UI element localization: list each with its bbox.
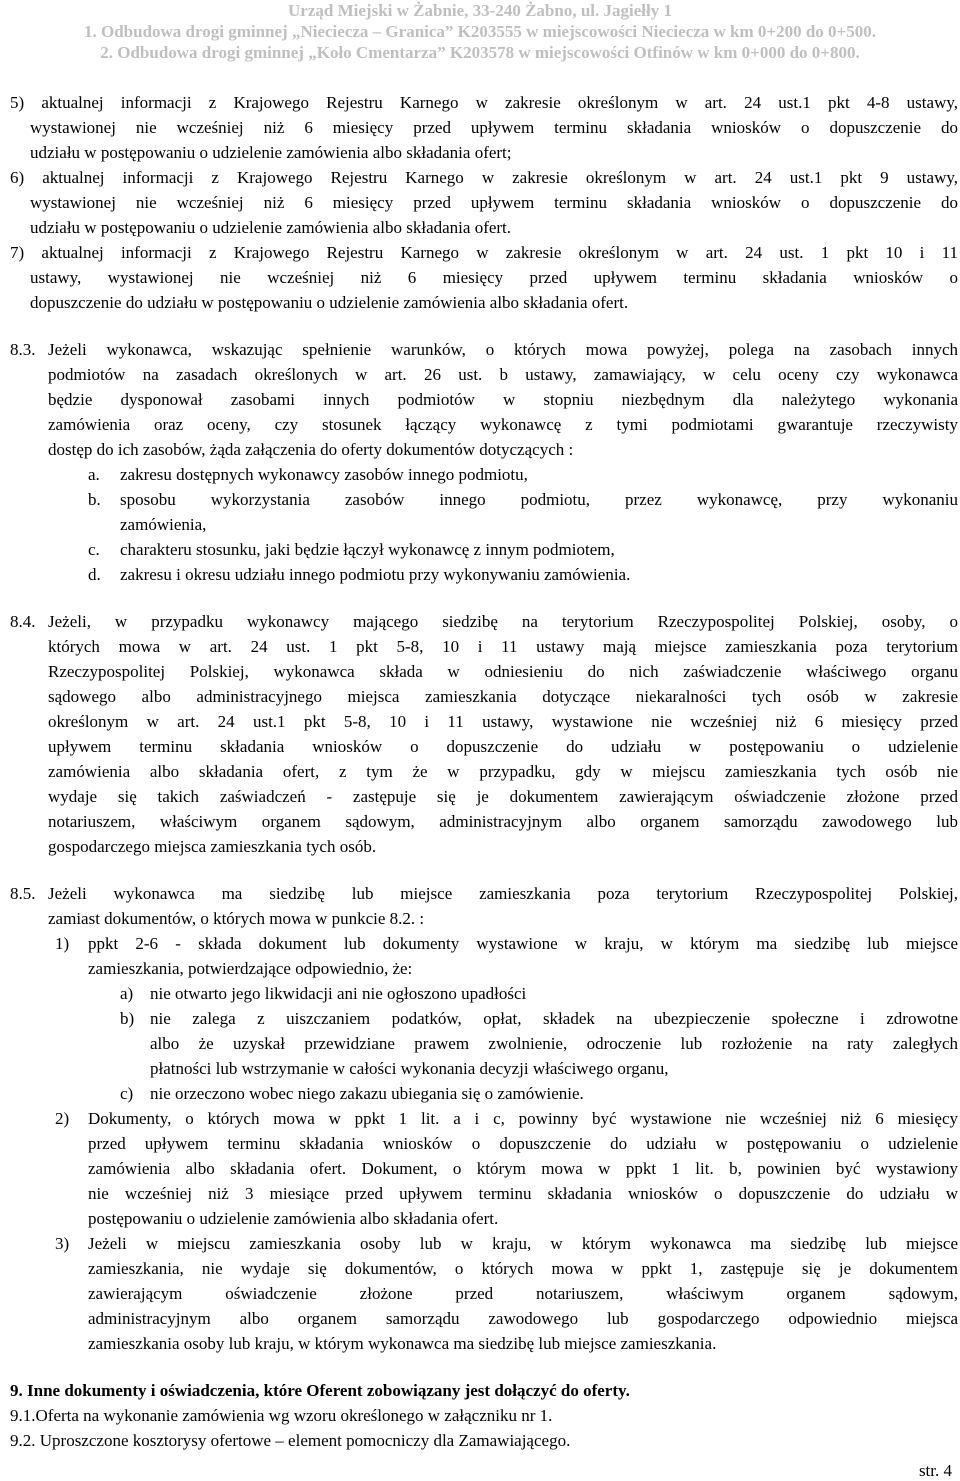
text-line: gospodarczego miejsca zamieszkania tych osób. [48,837,377,856]
text-line: sądowego albo administracyjnego miejsca zamieszkania dotyczące niekaralności tych osób w zakresie [48,687,958,706]
text-line: zamówienia albo składania ofert, z tym że w przypadku, gdy w miejscu zamieszkania tych osób nie [48,762,958,781]
text-line: nie orzeczono wobec niego zakazu ubiegania się o zamówienie. [150,1084,584,1103]
text-line: zakresu i okresu udziału innego podmiotu przy wykonywaniu zamówienia. [120,565,631,584]
text-line: ppkt 2-6 - składa dokument lub dokumenty wystawione w kraju, w którym ma siedzibę lub miejsce [88,934,958,953]
text-line: 9.2. Uproszczone kosztorysy ofertowe – element pomocniczy dla Zamawiającego. [10,1431,571,1450]
text-line: Jeżeli, w przypadku wykonawcy mającego siedzibę na terytorium Rzeczypospolitej Polskiej, osoby, o [48,612,958,631]
text-line: wystawionej nie wcześniej niż 6 miesięcy przed upływem terminu składania wniosków o dopuszczenie do [30,193,958,212]
text-line: dostęp do ich zasobów, żąda załączenia do oferty dokumentów dotyczących : [48,440,574,459]
text-line: administracyjnym albo organem samorządu zawodowego lub gospodarczego odpowiednio miejsca [88,1309,958,1328]
section-number: 8.4. [10,612,36,631]
text-line: zamówienia, [120,515,207,534]
section-number: 8.3. [10,340,36,359]
list-marker: b) [120,1009,135,1028]
text-line: udziału w postępowaniu o udzielenie zamówienia albo składania ofert; [30,143,512,162]
text-line: zamówienia albo składania ofert. Dokument, o którym mowa w ppkt 1 lit. b, powinien być wystawiony [88,1159,958,1178]
list-marker: 3) [55,1234,70,1253]
text-line: sposobu wykorzystania zasobów innego podmiotu, przez wykonawcę, przy wykonaniu [120,490,958,509]
text-line: określonym w art. 24 ust.1 pkt 5-8, 10 i 11 ustawy, wystawione nie wcześniej niż 6 miesięcy przed [48,712,958,731]
list-marker: c) [120,1084,134,1103]
text-line: wystawionej nie wcześniej niż 6 miesięcy przed upływem terminu składania wniosków o dopuszczenie do [30,118,958,137]
text-line: nie wcześniej niż 3 miesiące przed upływem terminu składania wniosków o dopuszczenie do udziału w [88,1184,958,1203]
list-marker: a) [120,984,134,1003]
text-line: 7) aktualnej informacji z Krajowego Rejestru Karnego w zakresie określonym w art. 24 ust. 1 pkt 10 i 11 [10,243,958,262]
text-line: ustawy, wystawionej nie wcześniej niż 6 miesięcy przed upływem terminu składania wniosków o [30,268,958,287]
text-line: zamiast dokumentów, o których mowa w punkcie 8.2. : [48,909,425,928]
text-line: charakteru stosunku, jaki będzie łączył wykonawcę z innym podmiotem, [120,540,615,559]
text-line: zakresu dostępnych wykonawcy zasobów innego podmiotu, [120,465,528,484]
text-line: upływem terminu składania wniosków o dopuszczenie do udziału w postępowaniu o udzielenie [48,737,958,756]
text-line: Jeżeli wykonawca, wskazując spełnienie warunków, o których mowa powyżej, polega na zasobach innych [48,340,958,359]
text-line: zamieszkania, potwierdzające odpowiednio, że: [88,959,413,978]
text-line: Jeżeli w miejscu zamieszkania osoby lub w kraju, w którym wykonawca ma siedzibę lub miejsce [88,1234,958,1253]
list-marker: b. [88,490,101,509]
text-line: będzie dysponował zasobami innych podmiotów w stopniu niezbędnym dla należytego wykonania [48,390,958,409]
list-marker: a. [88,465,100,484]
text-line: Jeżeli wykonawca ma siedzibę lub miejsce zamieszkania poza terytorium Rzeczypospolitej Polskiej, [48,884,958,903]
text-line: udziału w postępowaniu o udzielenie zamówienia albo składania ofert. [30,218,512,237]
text-line: przed upływem terminu składania wniosków o dopuszczenie do udziału w postępowaniu o udzielenie [88,1134,958,1153]
text-line: zamieszkania, nie wydaje się dokumentów, o których mowa w ppkt 1, zastępuje się je dokumentem [88,1259,958,1278]
text-line: nie zalega z uiszczaniem podatków, opłat, składek na ubezpieczenie społeczne i zdrowotne [150,1009,958,1028]
text-line: 9.1.Oferta na wykonanie zamówienia wg wzoru określonego w załączniku nr 1. [10,1406,553,1425]
text-line: albo że uzyskał przewidziane prawem zwolnienie, odroczenie lub rozłożenie na raty zaległych [150,1034,958,1053]
header-project-2: 2. Odbudowa drogi gminnej „Koło Cmentarza” K203578 w miejscowości Otfinów w km 0+000 do 0+800. [100,43,860,62]
text-line: płatności lub wstrzymanie w całości wykonania decyzji właściwego organu, [150,1059,669,1078]
text-line: Dokumenty, o których mowa w ppkt 1 lit. a i c, powinny być wystawione nie wcześniej niż 6 miesięcy [88,1109,958,1128]
list-marker: c. [88,540,100,559]
text-line: 6) aktualnej informacji z Krajowego Rejestru Karnego w zakresie określonym w art. 24 ust.1 pkt 9 ustawy, [10,168,958,187]
text-line: dopuszczenie do udziału w postępowaniu o udzielenie zamówienia albo składania ofert. [30,293,629,312]
list-marker: 2) [55,1109,70,1128]
text-line: wydaje się takich zaświadczeń - zastępuje się je dokumentem zawierającym oświadczenie złożone przed [48,787,958,806]
list-marker: d. [88,565,101,584]
header-address: Urząd Miejski w Żabnie, 33-240 Żabno, ul. Jagiełły 1 [288,1,672,20]
text-line: zamówienia oraz oceny, czy stosunek łączący wykonawcę z tymi podmiotami gwarantuje rzeczywisty [48,415,958,434]
text-line: 5) aktualnej informacji z Krajowego Rejestru Karnego w zakresie określonym w art. 24 ust.1 pkt 4-8 ustawy, [10,93,958,112]
section-number: 8.5. [10,884,36,903]
section-heading: 9. Inne dokumenty i oświadczenia, które Oferent zobowiązany jest dołączyć do oferty. [10,1381,630,1400]
list-marker: 1) [55,934,70,953]
text-line: zamieszkania osoby lub kraju, w którym wykonawca ma siedzibę lub miejsce zamieszkania. [88,1334,717,1353]
text-line: Rzeczypospolitej Polskiej, wykonawca składa w odniesieniu do nich zaświadczenie właściwego organu [48,662,958,681]
text-line: nie otwarto jego likwidacji ani nie ogłoszono upadłości [150,984,527,1003]
page-number: str. 4 [918,1461,952,1480]
text-line: podmiotów na zasadach określonych w art. 26 ust. b ustawy, zamawiający, w celu oceny czy wykonawca [48,365,958,384]
header-project-1: 1. Odbudowa drogi gminnej „Nieciecza – Granica” K203555 w miejscowości Nieciecza w km 0+200 do 0+500. [83,22,876,41]
text-line: notariuszem, właściwym organem sądowym, administracyjnym albo organem samorządu zawodowego lub [48,812,958,831]
text-line: których mowa w art. 24 ust. 1 pkt 5-8, 10 i 11 ustawy mają miejsce zamieszkania poza terytorium [48,637,958,656]
text-line: postępowaniu o udzielenie zamówienia albo składania ofert. [88,1209,499,1228]
text-line: zawierającym oświadczenie złożone przed notariuszem, właściwym organem sądowym, [88,1284,958,1303]
